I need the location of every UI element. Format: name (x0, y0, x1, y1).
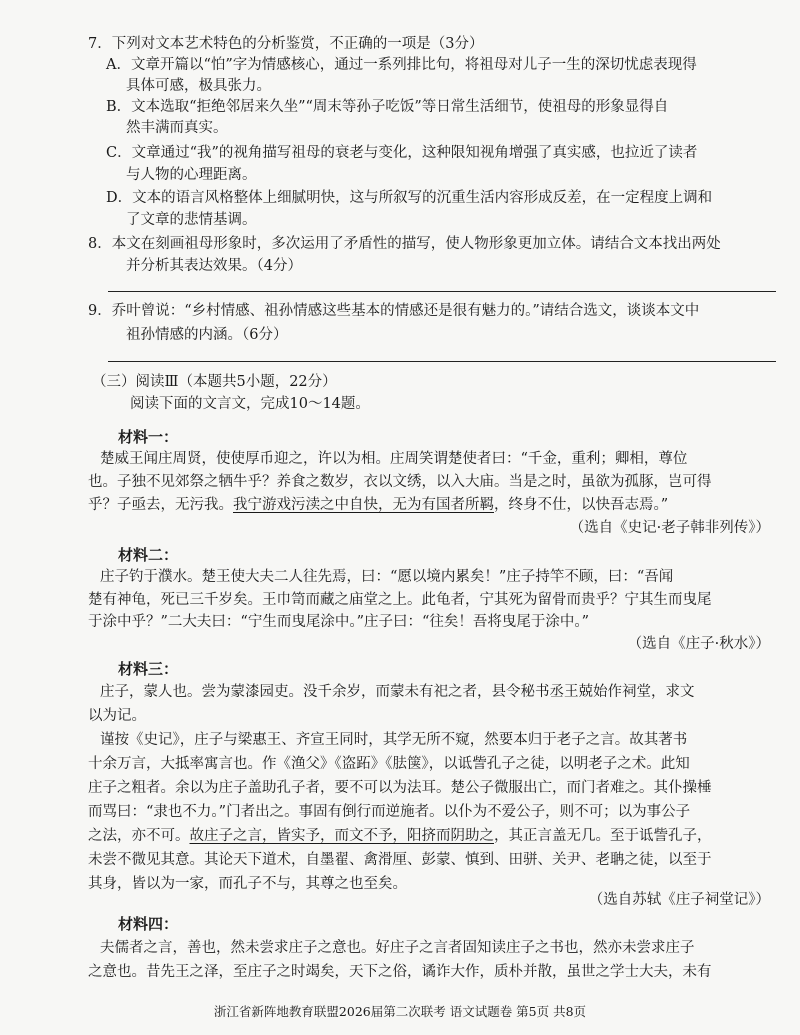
section-title: （三）阅读Ⅲ（本题共5小题，22分） (92, 374, 337, 390)
material-1-line: 楚威王闻庄周贤，使使厚币迎之，许以为相。庄周笑谓楚使者曰：“千金，重利；卿相，尊位 (100, 451, 688, 467)
material-1-line (88, 495, 668, 515)
section-instruction: 阅读下面的文言文，完成10～14题。 (130, 396, 370, 412)
material-4-line: 夫儒者之言，善也，然未尝求庄子之意也。好庄子之言者固知读庄子之书也，然亦未尝求庄子 (100, 940, 695, 956)
material-1-underlined-sentence: 我宁游戏污渎之中自快，无为有国者所羁 (233, 497, 494, 513)
question-7-option-b-cont: 然丰满而真实。 (126, 120, 228, 136)
material-2-source: （选自《庄子·秋水》） (627, 636, 770, 652)
material-1-text: ，终身不仕，以快吾志焉。” (494, 497, 669, 513)
material-3-text: 之法，亦不可。 (88, 828, 190, 844)
question-9-stem: 9．乔叶曾说：“乡村情感、祖孙情感这些基本的情感还是很有魅力的。”请结合选文，谈谈本文中 (88, 303, 700, 319)
material-2-line: 楚有神龟，死已三千岁矣。王巾笥而藏之庙堂之上。此龟者，宁其死为留骨而贵乎？宁其生而曳尾 (88, 592, 712, 608)
page-footer: 浙江省新阵地教育联盟2026届第二次联考 语文试题卷 第5页 共8页 (213, 1004, 587, 1019)
material-1-text: 乎？子亟去，无污我。 (88, 497, 233, 513)
answer-line (108, 361, 776, 362)
material-3-heading: 材料三： (118, 660, 179, 678)
material-3-line: 谨按《史记》，庄子与梁惠王、齐宣王同时，其学无所不窥，然要本归于老子之言。故其著书 (100, 732, 688, 748)
material-4-heading: 材料四： (118, 915, 179, 933)
question-9-stem-cont: 祖孙情感的内涵。（6分） (126, 327, 288, 343)
material-1-heading: 材料一： (118, 428, 179, 446)
material-3-line: 其身，皆以为一家，而孔子不与，其尊之也至矣。 (88, 876, 407, 892)
question-7-option-d: D．文本的语言风格整体上细腻明快，这与所叙写的沉重生活内容形成反差，在一定程度上调和 (106, 190, 713, 206)
material-3-line: 庄子，蒙人也。尝为蒙漆园吏。没千余岁，而蒙未有祀之者，县令秘书丞王兢始作祠堂，求文 (100, 684, 695, 700)
question-7-option-c-cont: 与人物的心理距离。 (126, 167, 257, 183)
question-7-option-a: A．文章开篇以“怕”字为情感核心，通过一系列排比句，将祖母对儿子一生的深切忧虑表现得 (106, 57, 697, 73)
material-3-underlined-sentence: 故庄子之言，皆实予，而文不予，阳挤而阴助之 (189, 828, 494, 844)
material-3-line: 以为记。 (88, 708, 146, 724)
question-7-stem: 7．下列对文本艺术特色的分析鉴赏，不正确的一项是（3分） (88, 36, 484, 52)
material-2-line: 庄子钓于濮水。楚王使大夫二人往先焉，曰：“愿以境内累矣！”庄子持竿不顾，曰：“吾闻 (100, 569, 674, 585)
question-7-option-a-cont: 具体可感，极具张力。 (126, 78, 271, 94)
material-3-line: 庄子之粗者。余以为庄子盖助孔子者，要不可以为法耳。楚公子微服出亡，而门者难之。其仆操棰 (88, 780, 712, 796)
material-3-source: （选自苏轼《庄子祠堂记》） (588, 892, 770, 908)
question-7-option-b: B．文本选取“拒绝邻居来久坐”“周末等孙子吃饭”等日常生活细节，使祖母的形象显得自 (106, 99, 669, 115)
answer-line (108, 291, 776, 292)
material-4-line: 之意也。昔先王之泽，至庄子之时竭矣，天下之俗，谲诈大作，质朴并散，虽世之学士大夫，未有 (88, 964, 712, 980)
question-7-option-d-cont: 了文章的悲情基调。 (126, 212, 257, 228)
material-2-heading: 材料二： (118, 546, 179, 564)
material-3-line: 十余万言，大抵率寓言也。作《渔父》《盗跖》《胠箧》，以诋訾孔子之徒，以明老子之术。此知 (88, 756, 690, 772)
question-8-stem-cont: 并分析其表达效果。（4分） (126, 258, 302, 274)
question-7-option-c: C．文章通过“我”的视角描写祖母的衰老与变化，这种限知视角增强了真实感，也拉近了读者 (106, 145, 698, 161)
material-3-line: 未尝不微见其意。其论天下道术，自墨翟、禽滑厘、彭蒙、慎到、田骈、关尹、老聃之徒，以至于 (88, 852, 712, 868)
material-3-line: 而骂曰：“隶也不力。”门者出之。事固有倒行而逆施者。以仆为不爱公子，则不可；以为事公子 (88, 804, 691, 820)
question-8-stem: 8．本文在刻画祖母形象时，多次运用了矛盾性的描写，使人物形象更加立体。请结合文本找出两处 (88, 236, 721, 252)
material-3-line (88, 826, 712, 846)
material-1-line: 也。子独不见郊祭之牺牛乎？养食之数岁，衣以文绣，以入大庙。当是之时，虽欲为孤豚，岂可得 (88, 474, 712, 490)
material-2-line: 于涂中乎？”二大夫曰：“宁生而曳尾涂中。”庄子曰：“往矣！吾将曳尾于涂中。” (88, 614, 590, 630)
material-3-text: ，其正言盖无几。至于诋訾孔子， (494, 828, 712, 844)
material-1-source: （选自《史记·老子韩非列传》） (569, 520, 770, 536)
